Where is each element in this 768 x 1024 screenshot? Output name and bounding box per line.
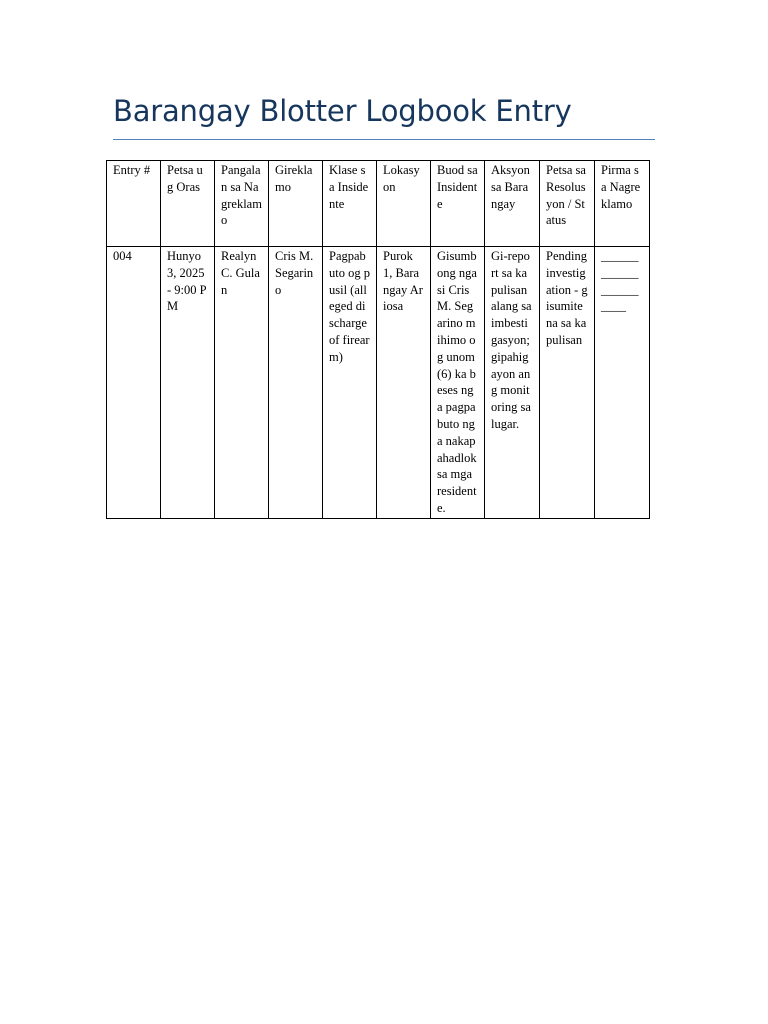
cell-incident-type: Pagpabuto og pusil (alleged discharge of firearm) [323,247,377,519]
cell-resolution-status: Pending investigation - gisumite na sa kapulisan [540,247,595,519]
table-row [107,247,650,519]
cell-date-time: Hunyo 3, 2025 - 9:00 PM [161,247,215,519]
table-header-row [107,161,650,247]
header-incident-type: Klase sa Insidente [323,161,377,247]
header-complainant-name: Pangalan sa Nagreklamo [215,161,269,247]
cell-entry-number: 004 [107,247,161,519]
header-incident-summary: Buod sa Insidente [431,161,485,247]
header-entry-number: Entry # [107,161,161,247]
header-date-time: Petsa ug Oras [161,161,215,247]
header-respondent: Gireklamo [269,161,323,247]
header-complainant-signature: Pirma sa Nagreklamo [595,161,650,247]
cell-barangay-action: Gi-report sa kapulisan alang sa imbestigasyon; gipahigayon ang monitoring sa lugar. [485,247,540,519]
document-title: Barangay Blotter Logbook Entry [113,94,572,128]
title-underline [113,139,655,140]
cell-location: Purok 1, Barangay Ariosa [377,247,431,519]
cell-incident-summary: Gisumbong nga si Cris M. Segarino mihimo og unom (6) ka beses nga pagpabuto nga nakapahadlok sa mga residente. [431,247,485,519]
header-resolution-status: Petsa sa Resolusyon / Status [540,161,595,247]
cell-respondent: Cris M. Segarino [269,247,323,519]
header-location: Lokasyon [377,161,431,247]
cell-signature-line: ______________________ [595,247,650,519]
cell-complainant-name: Realyn C. Gulan [215,247,269,519]
header-barangay-action: Aksyon sa Barangay [485,161,540,247]
blotter-table [106,160,650,519]
